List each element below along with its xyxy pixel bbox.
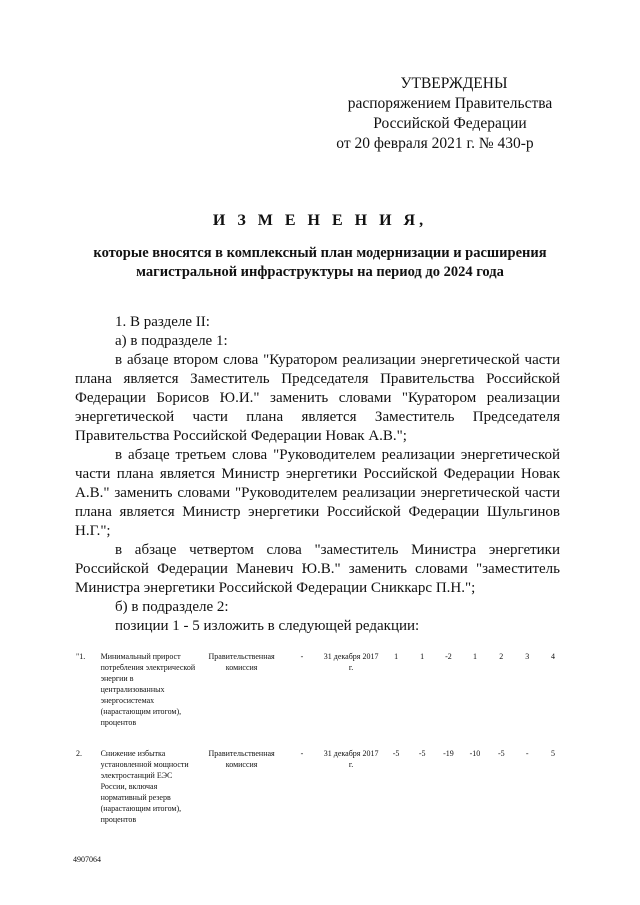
document-code: 4907064 [73, 855, 101, 864]
row-number: 2. [76, 749, 82, 758]
approval-line-order: распоряжением Правительства [347, 95, 553, 112]
row-value: 3 [525, 652, 530, 661]
row-date: 31 декабря 2017 г. [323, 749, 379, 769]
row-value: -10 [469, 749, 481, 758]
row-value: -5 [392, 749, 400, 758]
paragraph-subsection-2: б) в подразделе 2: [115, 599, 229, 615]
row-value: -5 [418, 749, 426, 758]
row-dash: - [300, 652, 304, 661]
row-responsible: Правительственная комиссия [208, 749, 275, 769]
approval-line-country: Российской Федерации [373, 115, 527, 132]
document-body [75, 313, 560, 636]
row-value: 5 [551, 749, 556, 758]
approval-line-date: от 20 февраля 2021 г. № 430-р [336, 135, 534, 152]
table-row [74, 728, 566, 825]
row-dash: - [300, 749, 304, 758]
row-responsible: Правительственная комиссия [208, 652, 275, 672]
table-row [74, 651, 566, 728]
row-number: "1. [76, 652, 86, 661]
row-value: -5 [497, 749, 505, 758]
document-title: И З М Е Н Е Н И Я, [212, 212, 428, 229]
row-value: 1 [394, 652, 399, 661]
row-value: 1 [420, 652, 425, 661]
row-date: 31 декабря 2017 г. [323, 652, 379, 672]
row-value: -2 [445, 652, 452, 661]
paragraph-abzac-3: в абзаце третьем слова "Руководителем реализации энергетической части плана является Министр энергетики Российской Федерации Новак А.В." заменить словами "Руководителем реализации энергетической части плана является Министр энергетики Российской Федерации Шульгинов Н.Г."; [75, 447, 560, 539]
paragraph-abzac-2: в абзаце втором слова "Куратором реализации энергетической части плана является Заместитель Председателя Правительства Российской Федерации Борисов Ю.И." заменить словами "Куратором реализации энергетической части плана является Заместитель Председателя Правительства Российской Федерации Новак А.В."; [75, 352, 560, 444]
paragraph-abzac-4: в абзаце четвертом слова "заместитель Министра энергетики Российской Федерации Маневич Ю.В." заменить словами "заместитель Министра энергетики Российской Федерации Сниккарс П.Н."; [75, 542, 560, 596]
approval-block [330, 74, 570, 154]
approval-heading: УТВЕРЖДЕНЫ [400, 75, 508, 92]
paragraph-subsection-1: а) в подразделе 1: [115, 333, 228, 349]
row-value: 4 [551, 652, 556, 661]
positions-table [74, 651, 566, 825]
paragraph-positions: позиции 1 - 5 изложить в следующей редакции: [115, 618, 420, 634]
row-value: 2 [499, 652, 504, 661]
row-value: -19 [443, 749, 454, 758]
row-indicator: Снижение избытка установленной мощности электростанций ЕЭС России, включая нормативный резерв (нарастающим итогом), процентов [100, 749, 189, 824]
paragraph-section: 1. В разделе II: [115, 314, 210, 330]
row-value: 1 [472, 652, 477, 661]
row-indicator: Минимальный прирост потребления электрической энергии в централизованных энергосистемах (нарастающим итогом), процентов [100, 652, 196, 727]
document-subtitle: которые вносятся в комплексный план модернизации и расширения магистральной инфраструктуры на период до 2024 года [93, 245, 547, 280]
row-value: - [525, 749, 529, 758]
